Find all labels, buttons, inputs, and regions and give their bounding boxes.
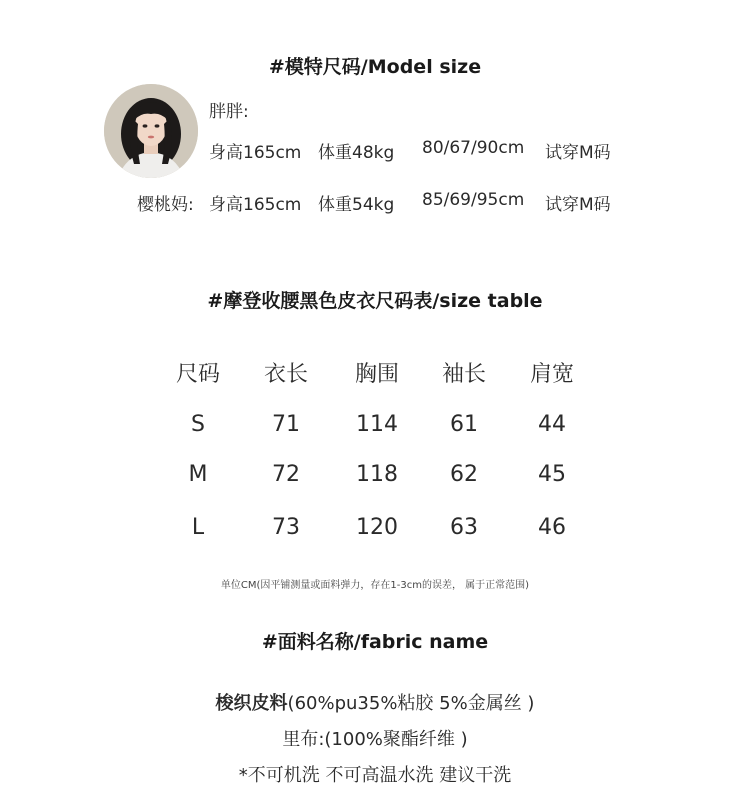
table-cell: L — [191, 515, 205, 540]
model-avatar — [104, 84, 198, 178]
model-1-height: 身高165cm — [209, 143, 302, 163]
fabric-label: 梭织皮料 — [215, 693, 288, 714]
table-cell: M — [188, 462, 208, 487]
model-2-size-tried: 试穿M码 — [545, 195, 611, 215]
table-cell: 72 — [272, 462, 300, 487]
table-cell: 46 — [538, 515, 566, 540]
table-cell: 62 — [450, 462, 478, 487]
model-photo-icon — [104, 84, 198, 178]
column-header-sleeve: 袖长 — [441, 362, 486, 387]
model-2-name: 樱桃妈: — [137, 195, 194, 215]
measurement-note: 单位CM(因平铺测量或面料弹力，存在1-3cm的误差， 属于正常范围) — [220, 580, 530, 591]
table-cell: 61 — [450, 412, 478, 437]
column-header-size: 尺码 — [175, 362, 220, 387]
table-cell: 120 — [356, 515, 398, 540]
table-cell: 71 — [272, 412, 300, 437]
model-size-heading: #模特尺码/Model size — [268, 56, 482, 78]
size-table-heading: #摩登收腰黑色皮衣尺码表/size table — [207, 290, 543, 312]
fabric-detail: (60%pu35%粘胶 5%金属丝 ) — [287, 693, 535, 714]
fabric-heading: #面料名称/fabric name — [261, 631, 489, 653]
table-cell: 63 — [450, 515, 478, 540]
model-1-size-tried: 试穿M码 — [545, 143, 611, 163]
model-2-measurements: 85/69/95cm — [422, 190, 525, 210]
table-cell: 73 — [272, 515, 300, 540]
fabric-composition — [0, 689, 750, 715]
column-header-length: 衣长 — [263, 362, 308, 387]
table-cell: S — [191, 412, 205, 437]
model-2-weight: 体重54kg — [318, 195, 395, 215]
care-instructions: *不可机洗 不可高温水洗 建议干洗 — [238, 765, 512, 786]
table-cell: 118 — [356, 462, 398, 487]
model-1-measurements: 80/67/90cm — [422, 138, 525, 158]
table-cell: 45 — [538, 462, 566, 487]
column-header-shoulder: 肩宽 — [529, 362, 574, 387]
model-1-weight: 体重48kg — [318, 143, 395, 163]
model-1-name: 胖胖: — [209, 102, 249, 122]
table-cell: 44 — [538, 412, 566, 437]
column-header-chest: 胸围 — [354, 362, 399, 387]
table-cell: 114 — [356, 412, 398, 437]
model-2-height: 身高165cm — [209, 195, 302, 215]
lining-info: 里布:(100%聚酯纤维 ) — [282, 729, 468, 750]
